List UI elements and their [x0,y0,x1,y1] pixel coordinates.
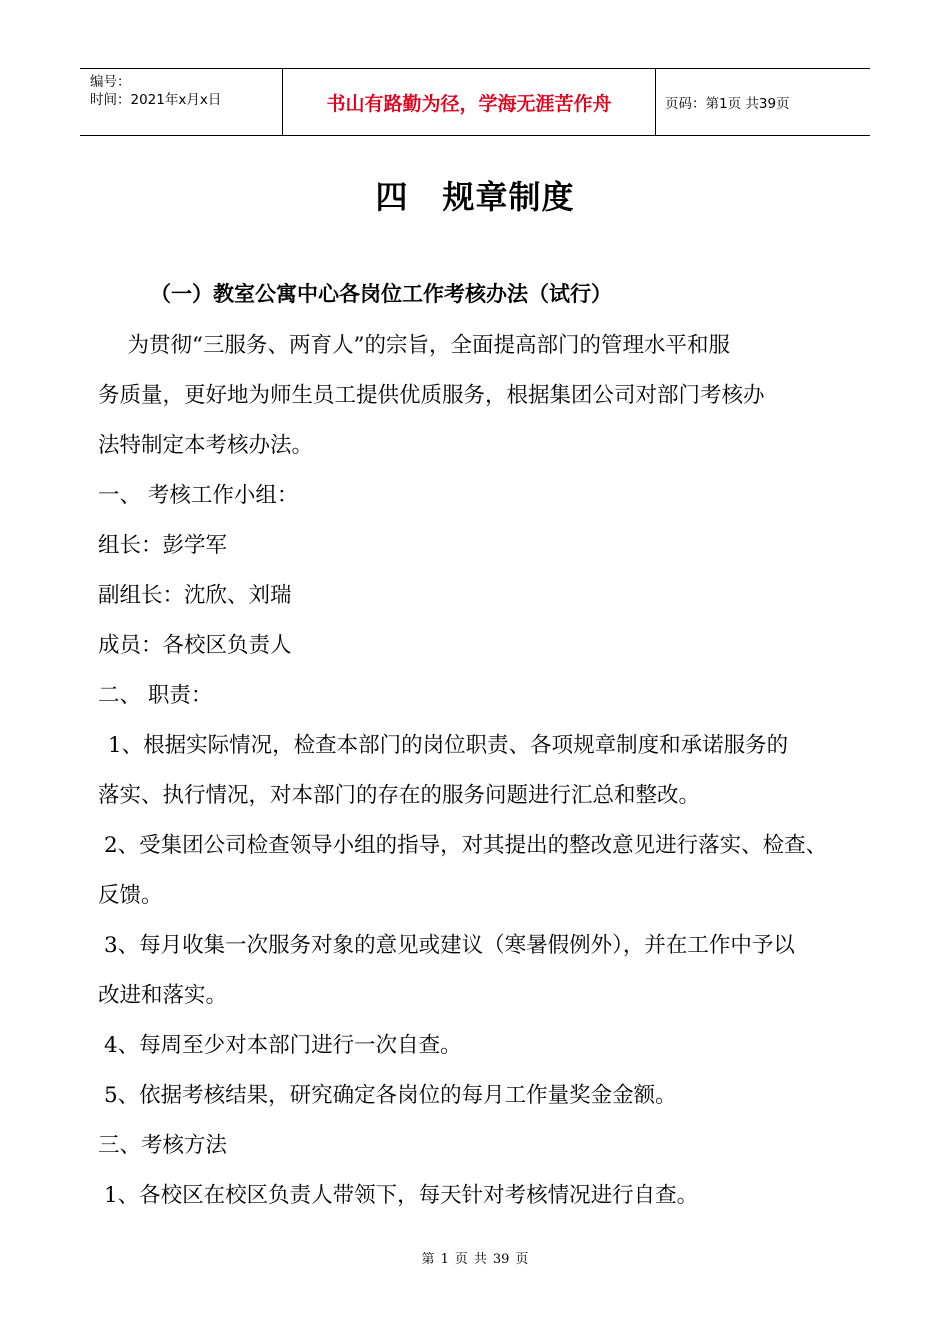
body-line: 1、各校区在校区负责人带领下，每天针对考核情况进行自查。 [104,1183,699,1208]
body-line: 5、依据考核结果，研究确定各岗位的每月工作量奖金金额。 [104,1083,677,1108]
header-meta [80,69,282,135]
footer-text: 页 [454,1252,468,1267]
body-line: 务质量，更好地为师生员工提供优质服务，根据集团公司对部门考核办 [98,383,765,408]
body-line: 组长：彭学军 [98,533,228,558]
footer-text: 页 [515,1252,529,1267]
body-line: 三、考核方法 [98,1133,228,1158]
footer-text: 共 [473,1252,487,1267]
body-line: 2、受集团公司检查领导小组的指导，对其提出的整改意见进行落实、检查、 [104,833,828,858]
body-line: 落实、执行情况，对本部门的存在的服务问题进行汇总和整改。 [98,783,701,808]
body-line: 反馈。 [98,883,163,908]
footer-text: 第 [421,1252,435,1267]
header-page-info: 页码：第1页 共39页 [665,96,790,112]
body-line: 3、每月收集一次服务对象的意见或建议（寒暑假例外），并在工作中予以 [104,933,795,958]
page-title [0,172,950,218]
page-footer [0,1248,950,1267]
body-line: 法特制定本考核办法。 [98,433,314,458]
body-line: 1、根据实际情况，检查本部门的岗位职责、各项规章制度和承诺服务的 [108,733,789,758]
body-line: 改进和落实。 [98,983,228,1008]
page-title-number: 四 [375,178,409,216]
body-line: 为贯彻“三服务、两育人”的宗旨，全面提高部门的管理水平和服 [106,333,730,358]
body-line: 二、 职责： [98,683,213,708]
header-time-label: 时间：2021年x月x日 [90,92,222,108]
page-title-text: 规章制度 [442,178,575,216]
body-line: 副组长：沈欣、刘瑞 [98,583,292,608]
header-motto: 书山有路勤为径，学海无涯苦作舟 [282,69,656,135]
header-number-label: 编号： [90,74,131,90]
footer-page-number: 1 [440,1252,449,1267]
section-title: （一）教室公寓中心各岗位工作考核办法（试行） [150,282,612,306]
body-line: 成员：各校区负责人 [98,633,292,658]
body-line: 4、每周至少对本部门进行一次自查。 [104,1033,462,1058]
footer-total-pages: 39 [492,1252,510,1267]
body-line: 一、 考核工作小组： [98,483,299,508]
document-header [80,68,870,136]
